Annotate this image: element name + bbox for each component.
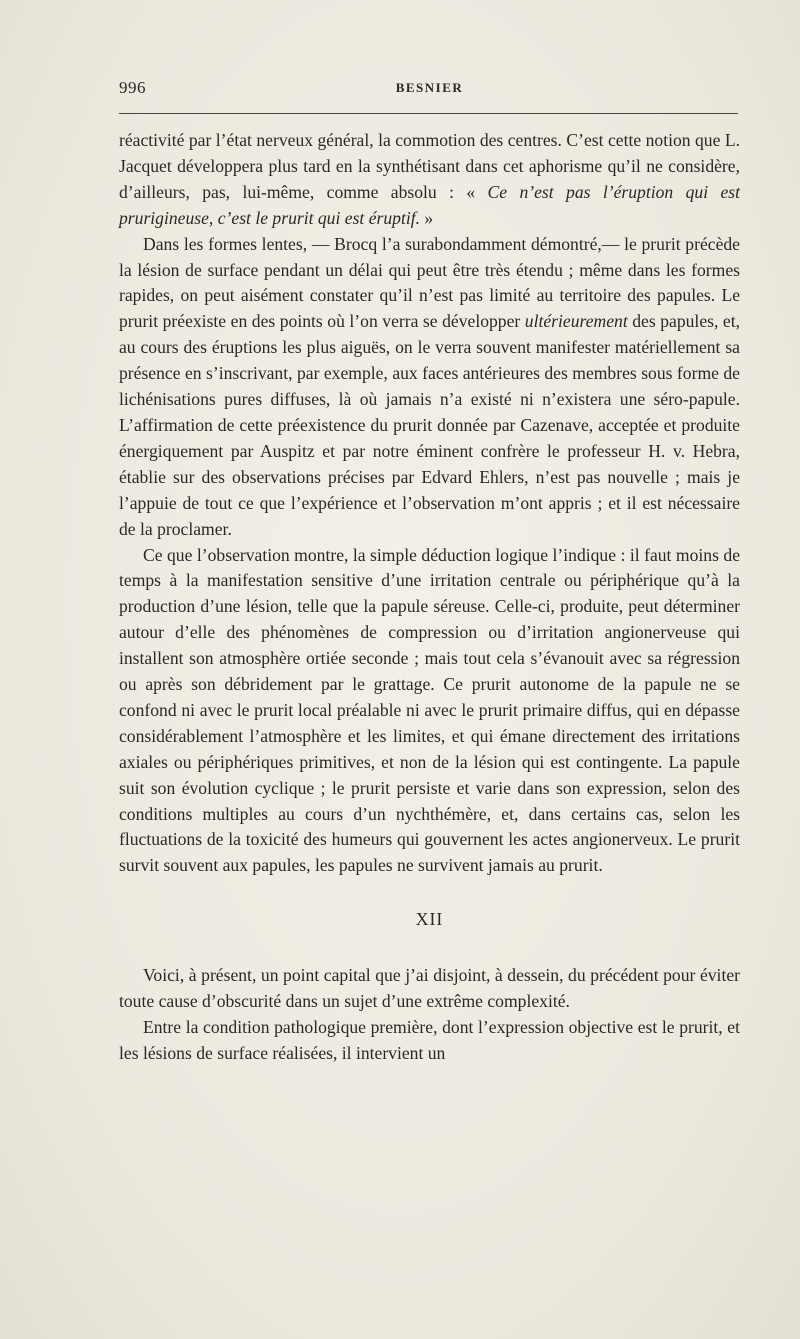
paragraph-2-text-b: des papules, et, au cours des éruptions les plus aiguës, on le verra souvent manifester matériellement sa présence en s’inscrivant, par exemple, aux faces antérieures des membres sous forme de lichénisations pures diffuses, là où jamais n’a existé ni n’existera une séro-papule. L’affirmation de cette préexistence du prurit donnée par Cazenave, acceptée et produite énergiquement par Auspitz et par notre éminent confrère le professeur H. v. Hebra, établie sur des observations précises par Edvard Ehlers, n’est pas nouvelle ; mais je l’appuie de tout ce que l’expérience et l’observation m’ont appris ; et il est nécessaire de la proclamer. (119, 311, 740, 539)
body-text (119, 128, 740, 1067)
paragraph-1-text-a: réactivité par l’état nerveux général, la commotion des centres. C’est cette notion que L. Jacquet développera plus tard en la synthétisant dans cet aphorisme qu’il ne considère, d’ailleurs, pas, lui-même, comme absolu : « (119, 130, 740, 202)
paragraph-5: Entre la condition pathologique première, dont l’expression objective est le prurit, et les lésions de surface réalisées, il intervient un (119, 1017, 740, 1063)
section-heading: XII (415, 909, 444, 930)
paragraph-2-italic-word: ultérieurement (524, 311, 628, 332)
paragraph-2 (119, 232, 740, 543)
paragraph-2-text-a: Dans les formes lentes, — Brocq l’a surabondamment démontré,— le prurit précède la lésion de surface pendant un délai qui peut être très étendu ; même dans les formes rapides, on peut aisément constater qu’il n’est pas limité au territoire des papules. Le prurit préexiste en des points où l’on verra se développer (119, 233, 740, 332)
paragraph-1-italic-quote: Ce n’est pas l’éruption qui est prurigineuse, c’est le prurit qui est éruptif. (119, 181, 740, 228)
paragraph-1 (119, 128, 740, 232)
paragraph-1-text-b: » (420, 207, 434, 228)
header-rule (119, 113, 738, 114)
paragraph-3: Ce que l’observation montre, la simple déduction logique l’indique : il faut moins de temps à la manifestation sensitive d’une irritation centrale ou périphérique qu’à la production d’une lésion, telle que la papule séreuse. Celle-ci, produite, peut déterminer autour d’elle des phénomènes de compression ou d’irritation angionerveuse qui installent son atmosphère ortiée seconde ; mais tout cela s’évanouit avec sa régression ou après son débridement par le grattage. Ce prurit autonome de la papule ne se confond ni avec le prurit local préalable ni avec le prurit primaire diffus, qui en dépasse considérablement l’atmosphère et les limites, et qui émane directement des irritations axiales ou périphériques primitives, et non de la lésion qui est contingente. La papule suit son évolution cyclique ; le prurit persiste et varie dans son expression, selon des conditions multiples au cours d’un nychthémère, et, dans certains cas, selon les fluctuations de la toxicité des humeurs qui gouvernent les actes angionerveux. Le prurit survit souvent aux papules, les papules ne survivent jamais au prurit. (119, 544, 740, 876)
paragraph-4: Voici, à présent, un point capital que j’ai disjoint, à dessein, du précédent pour éviter toute cause d’obscurité dans un sujet d’une extrême complexité. (119, 965, 740, 1012)
running-head: BESNIER (395, 80, 464, 95)
page-header (119, 78, 740, 100)
page-number: 996 (119, 78, 146, 97)
